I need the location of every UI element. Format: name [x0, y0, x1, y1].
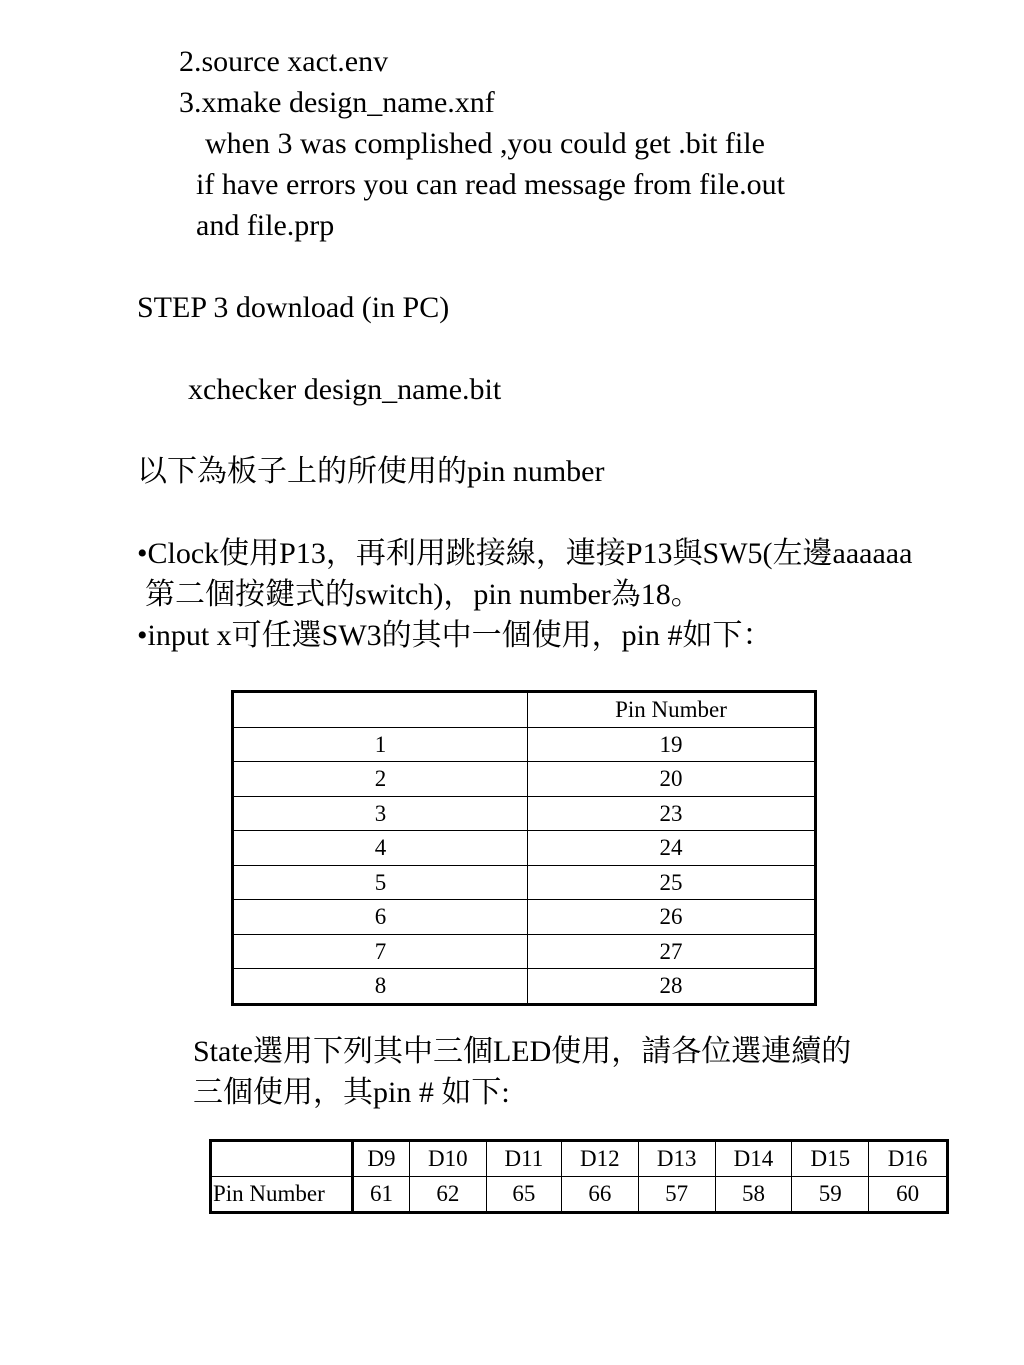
bullet-clock: •Clock使用P13，再利用跳接線，連接P13與SW5(左邊aaaaaa: [137, 537, 913, 570]
switch-number-cell: 2: [233, 762, 528, 797]
table-header-cell: Pin Number: [528, 692, 816, 728]
pin-number-cell: 23: [528, 796, 816, 831]
instruction-file-prp: and file.prp: [196, 209, 335, 242]
bullet-input-x: •input x可任選SW3的其中一個使用，pin #如下：: [137, 619, 773, 652]
step3-heading: STEP 3 download (in PC): [137, 291, 450, 324]
pin-number-cell: 28: [528, 969, 816, 1005]
led-name-cell: D13: [638, 1141, 715, 1177]
table-row: [233, 727, 816, 762]
switch-number-cell: 8: [233, 969, 528, 1005]
switch-number-cell: 3: [233, 796, 528, 831]
table-header-row: [233, 692, 816, 728]
led-name-cell: D10: [409, 1141, 486, 1177]
switch-number-cell: 1: [233, 727, 528, 762]
led-pin-table: [209, 1139, 949, 1214]
switch-number-cell: 5: [233, 865, 528, 900]
led-pin-cell: 66: [561, 1177, 638, 1213]
pin-number-cell: 19: [528, 727, 816, 762]
led-pin-cell: 65: [486, 1177, 561, 1213]
switch-number-cell: 7: [233, 934, 528, 969]
led-pin-cell: 57: [638, 1177, 715, 1213]
led-header-row: [211, 1141, 948, 1177]
led-name-cell: D15: [792, 1141, 869, 1177]
led-name-cell: D16: [869, 1141, 948, 1177]
led-name-cell: D14: [715, 1141, 792, 1177]
state-text-continued: 三個使用，其pin # 如下:: [193, 1076, 510, 1109]
pin-intro: 以下為板子上的所使用的pin number: [137, 455, 605, 488]
pin-number-cell: 27: [528, 934, 816, 969]
switch-number-cell: 6: [233, 900, 528, 935]
table-row: [233, 865, 816, 900]
table-row: [233, 762, 816, 797]
table-row: [233, 831, 816, 866]
table-corner-cell: [211, 1141, 353, 1177]
table-row: [233, 796, 816, 831]
led-name-cell: D11: [486, 1141, 561, 1177]
pin-number-cell: 24: [528, 831, 816, 866]
pin-number-cell: 25: [528, 865, 816, 900]
instruction-source: 2.source xact.env: [179, 45, 389, 78]
led-pin-cell: 61: [353, 1177, 410, 1213]
instruction-errors: if have errors you can read message from file.out: [196, 168, 785, 201]
led-pin-cell: 59: [792, 1177, 869, 1213]
led-name-cell: D12: [561, 1141, 638, 1177]
table-header-cell: [233, 692, 528, 728]
state-text: State選用下列其中三個LED使用，請各位選連續的: [193, 1035, 852, 1068]
led-pin-cell: 60: [869, 1177, 948, 1213]
led-pin-cell: 58: [715, 1177, 792, 1213]
table-row: [233, 934, 816, 969]
instruction-bit-file: when 3 was complished ,you could get .bit file: [205, 127, 765, 160]
switch-pin-table: [231, 690, 817, 1006]
table-row: [233, 969, 816, 1005]
table-row: [233, 900, 816, 935]
led-pin-row: [211, 1177, 948, 1213]
switch-number-cell: 4: [233, 831, 528, 866]
led-pin-cell: 62: [409, 1177, 486, 1213]
bullet-clock-continued: 第二個按鍵式的switch)，pin number為18。: [145, 578, 701, 611]
led-name-cell: D9: [353, 1141, 410, 1177]
row-label-cell: Pin Number: [211, 1177, 353, 1213]
step3-command: xchecker design_name.bit: [188, 373, 502, 406]
pin-number-cell: 20: [528, 762, 816, 797]
pin-number-cell: 26: [528, 900, 816, 935]
instruction-xmake: 3.xmake design_name.xnf: [179, 86, 495, 119]
